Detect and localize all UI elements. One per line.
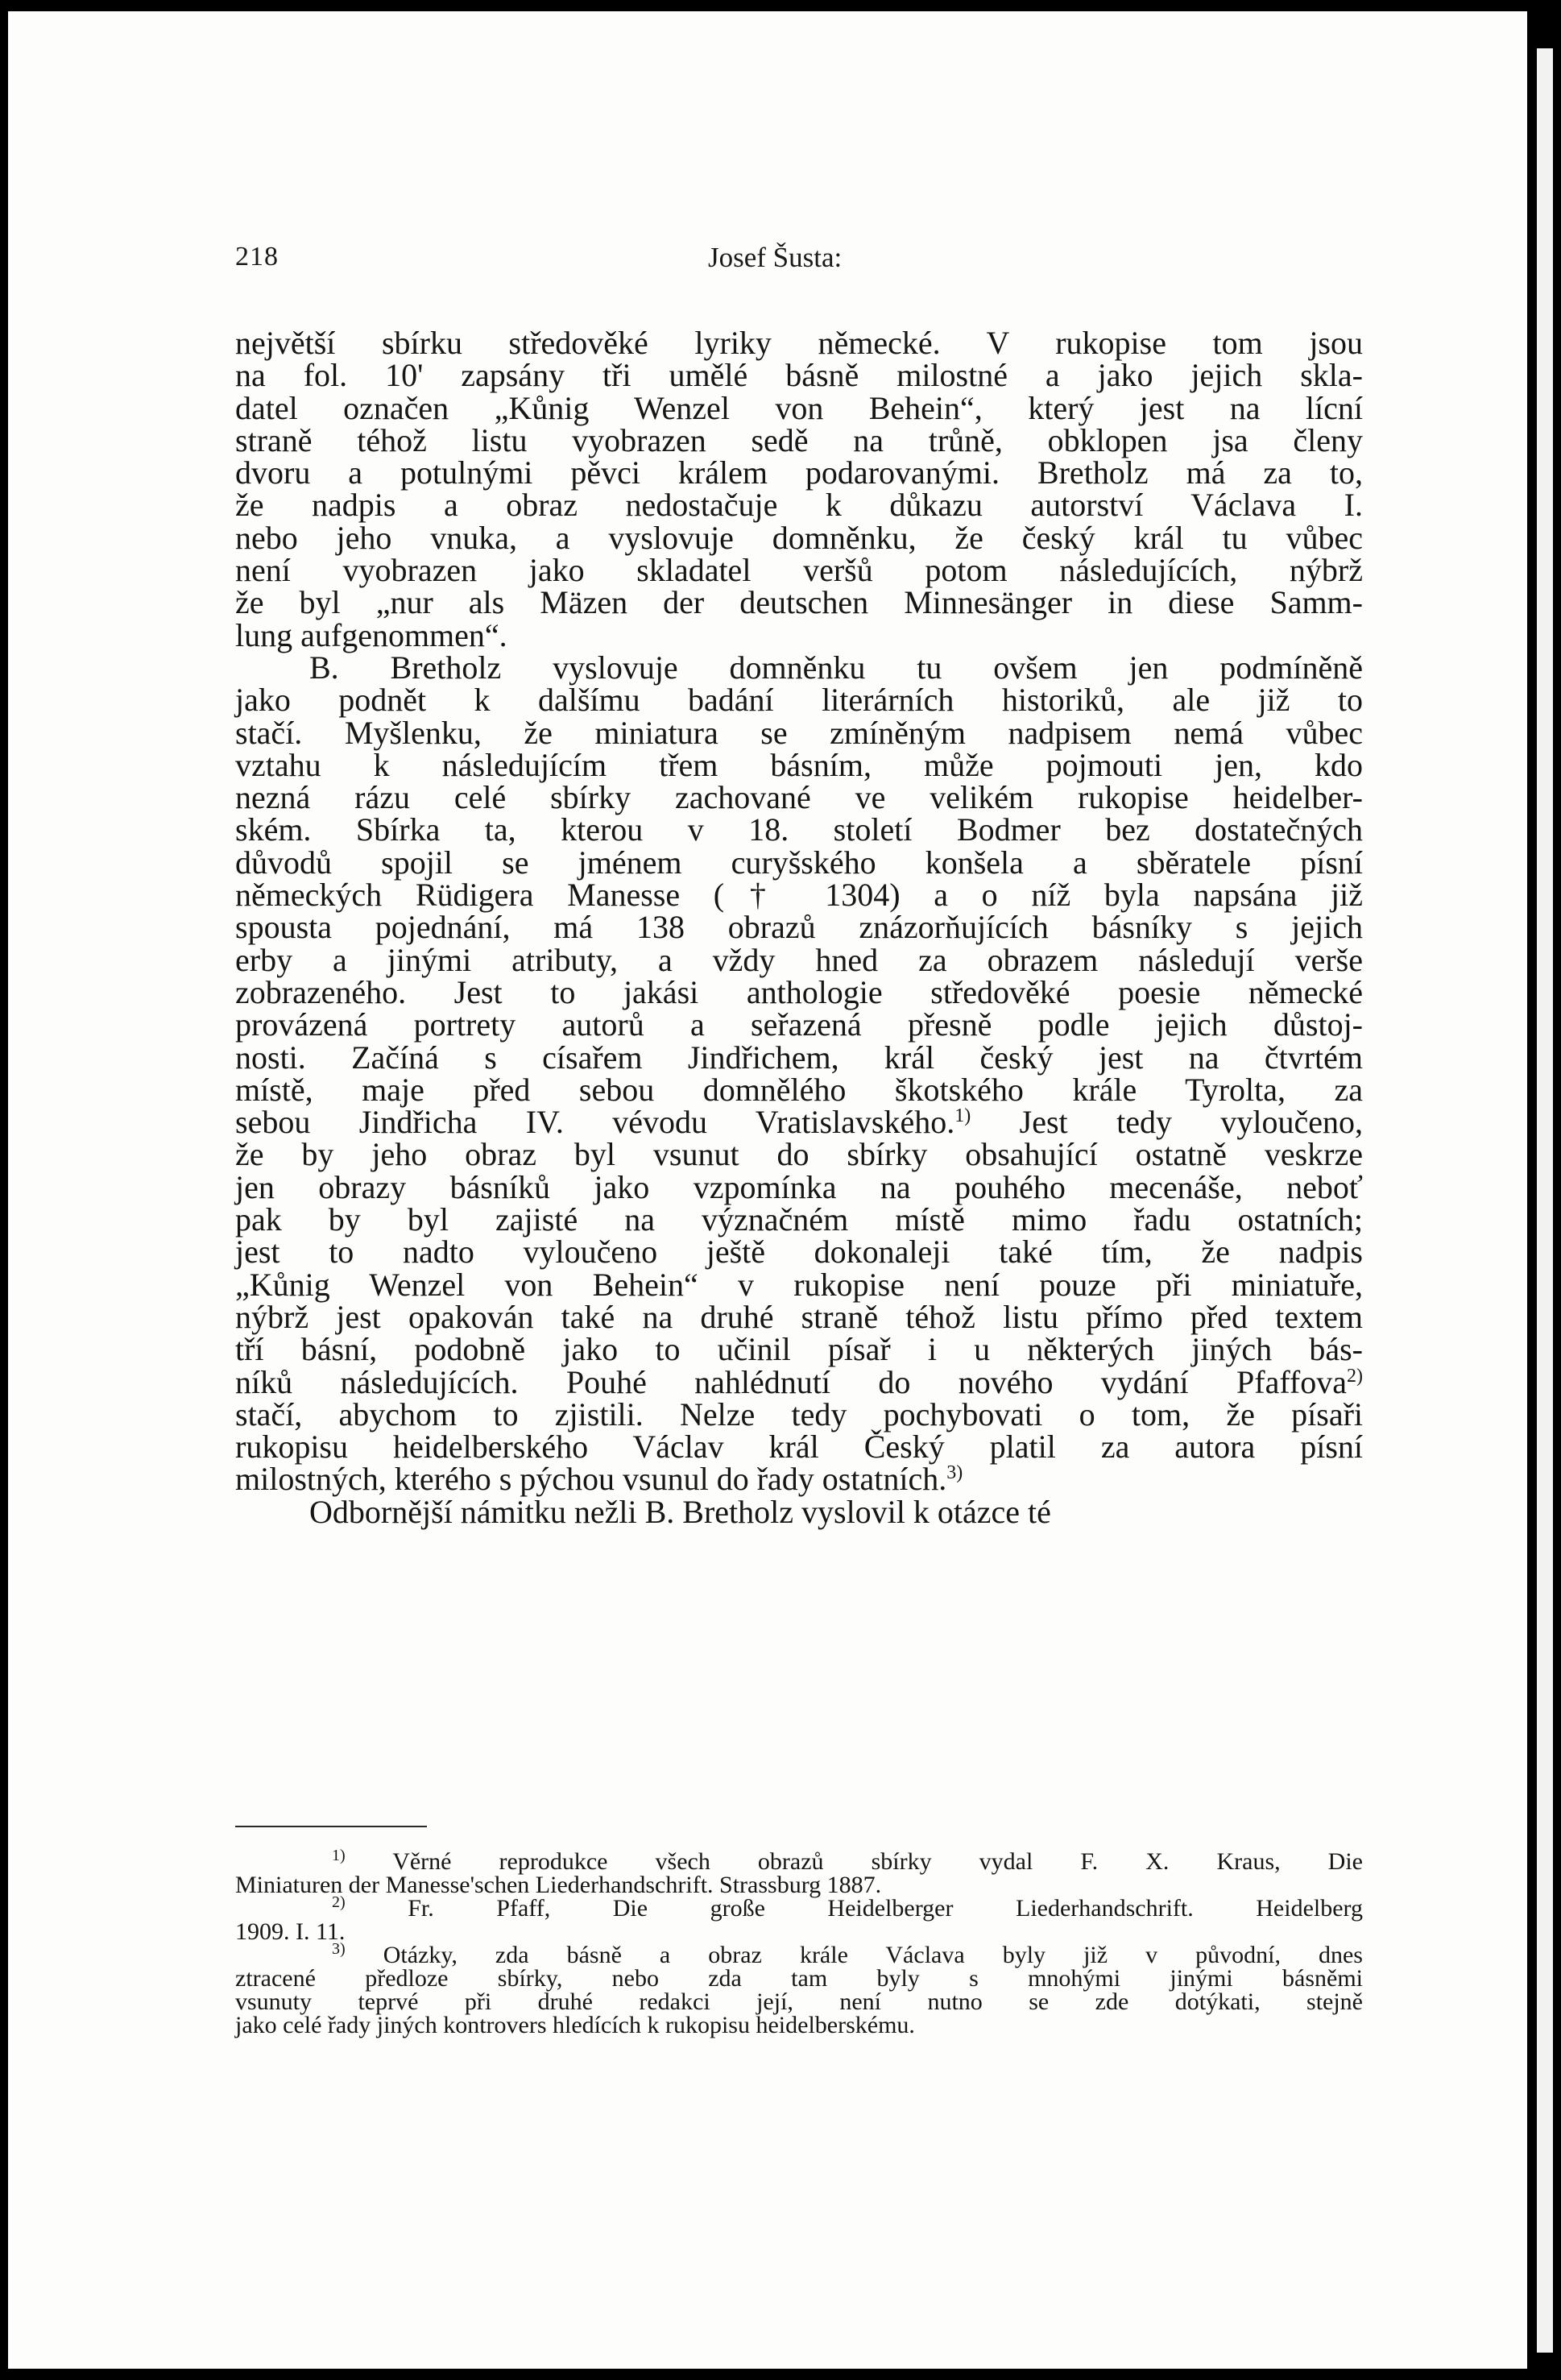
footnote-line	[235, 1893, 1363, 1922]
text-line: jako podnět k dalšímu badání literárních historiků, ale již to	[235, 682, 1363, 719]
footnote-ref: 2)	[1347, 1365, 1363, 1387]
text-line: důvodů spojil se jménem curyšského konšela a sběratele písní	[235, 844, 1363, 881]
page-edge	[1537, 48, 1553, 2353]
text-line: nebo jeho vnuka, a vyslovuje domněnku, že český král tu vůbec	[235, 519, 1363, 556]
text-line: datel označen „Kůnig Wenzel von Behein“, který jest na lícní	[235, 389, 1363, 426]
text-line: ském. Sbírka ta, kterou v 18. století Bodmer bez dostatečných	[235, 811, 1363, 848]
text-line: straně téhož listu vyobrazen sedě na trůně, obklopen jsa členy	[235, 421, 1363, 458]
text-line: nýbrž jest opakován také na druhé straně téhož listu přímo před textem	[235, 1298, 1363, 1335]
text-line: největší sbírku středověké lyriky německé. V rukopise tom jsou	[235, 325, 1363, 361]
text-line: nezná rázu celé sbírky zachované ve velikém rukopise heidelber-	[235, 779, 1363, 816]
text-line	[235, 1363, 1363, 1400]
page-header	[235, 242, 1363, 290]
text-line: lung aufgenommen“.	[235, 616, 507, 653]
text-segment: Jest tedy vyloučeno,	[971, 1104, 1363, 1141]
text-line: nosti. Začíná s císařem Jindřichem, král český jest na čtvrtém	[235, 1039, 1363, 1076]
text-line: jest to nadto vyloučeno ještě dokonaleji také tím, že nadpis	[235, 1234, 1363, 1271]
footnote-mark: 1)	[332, 1847, 346, 1864]
footnote-ref: 3)	[946, 1462, 963, 1484]
text-line: místě, maje před sebou domnělého škotského krále Tyrolta, za	[235, 1071, 1363, 1108]
footnote-line: Miniaturen der Manesse'schen Liederhandschrift. Strassburg 1887.	[235, 1872, 882, 1898]
text-segment: níků následujících. Pouhé nahlédnutí do nového vydání Pfaffova	[235, 1363, 1347, 1400]
footnote-divider	[235, 1826, 427, 1827]
text-line: spousta pojednání, má 138 obrazů znázorňujících básníky s jejich	[235, 909, 1363, 946]
paragraph-start-line: Odbornější námitku nežli B. Bretholz vyslovil k otázce té	[309, 1493, 1051, 1530]
footnote-ref: 1)	[954, 1105, 971, 1127]
text-line: „Kůnig Wenzel von Behein“ v rukopise není pouze při miniatuře,	[235, 1266, 1363, 1303]
text-line	[235, 1461, 1363, 1498]
text-line: není vyobrazen jako skladatel veršů potom následujících, nýbrž	[235, 552, 1363, 589]
paragraph-start-line: B. Bretholz vyslovuje domněnku tu ovšem jen podmíněně	[309, 649, 1363, 686]
footnote-line	[235, 1847, 1363, 1875]
footnote-line: vsunuty teprvé při druhé redakci její, není nutno se zde dotýkati, stejně	[235, 1988, 1363, 2015]
text-segment: sebou Jindřicha IV. vévodu Vratislavského.	[235, 1104, 955, 1141]
text-line: stačí. Myšlenku, že miniatura se zmíněným nadpisem nemá vůbec	[235, 714, 1363, 751]
footnote-mark: 2)	[332, 1893, 346, 1911]
text-line: stačí, abychom to zjistili. Nelze tedy pochybovati o tom, že písaři	[235, 1395, 1363, 1433]
text-line: že nadpis a obraz nedostačuje k důkazu autorství Václava I.	[235, 487, 1363, 524]
footnote-mark: 3)	[332, 1940, 346, 1958]
footnote-text: Otázky, zda básně a obraz krále Václava byly již v původní, dnes	[345, 1942, 1363, 1968]
text-line: na fol. 10' zapsány tři umělé básně milostné a jako jejich skla-	[235, 357, 1363, 394]
footnote-text: Věrné reprodukce všech obrazů sbírky vydal F. X. Kraus, Die	[345, 1848, 1363, 1875]
text-line	[235, 1104, 1363, 1141]
page-number: 218	[235, 242, 279, 272]
text-line: že byl „nur als Mäzen der deutschen Minnesänger in diese Samm-	[235, 584, 1363, 621]
text-line: zobrazeného. Jest to jakási anthologie středověké poesie německé	[235, 973, 1363, 1010]
footnote-line: ztracené předloze sbírky, nebo zda tam byly s mnohými jinými básněmi	[235, 1965, 1363, 1992]
footnote-line	[235, 1940, 1363, 1968]
running-head: Josef Šusta:	[708, 242, 843, 273]
text-line: jen obrazy básníků jako vzpomínka na pouhého mecenáše, neboť	[235, 1168, 1363, 1205]
text-line: německých Rüdigera Manesse († 1304) a o níž byla napsána již	[235, 877, 1363, 914]
footnote-line: jako celé řady jiných kontrovers hledících k rukopisu heidelberskému.	[235, 2012, 915, 2038]
text-line: tří básní, podobně jako to učinil písař i u některých jiných bás-	[235, 1331, 1363, 1368]
text-line: provázená portrety autorů a seřazená přesně podle jejich důstoj-	[235, 1006, 1363, 1043]
text-segment: milostných, kterého s pýchou vsunul do řady ostatních.	[235, 1461, 947, 1498]
footnote-line: 1909. I. 11.	[235, 1918, 346, 1945]
text-line: pak by byl zajisté na význačném místě mimo řadu ostatních;	[235, 1201, 1363, 1238]
text-line: erby a jinými atributy, a vždy hned za obrazem následují verše	[235, 941, 1363, 978]
body-text	[235, 327, 1363, 1528]
footnote-text: Fr. Pfaff, Die große Heidelberger Liederhandschrift. Heidelberg	[345, 1895, 1363, 1922]
text-line: vztahu k následujícím třem básním, může pojmouti jen, kdo	[235, 746, 1363, 783]
footnotes	[235, 1847, 1363, 2038]
text-line: že by jeho obraz byl vsunut do sbírky obsahující ostatně veskrze	[235, 1136, 1363, 1173]
text-line: rukopisu heidelberského Václav král Český platil za autora písní	[235, 1428, 1363, 1466]
text-line: dvoru a potulnými pěvci králem podarovanými. Bretholz má za to,	[235, 454, 1363, 491]
